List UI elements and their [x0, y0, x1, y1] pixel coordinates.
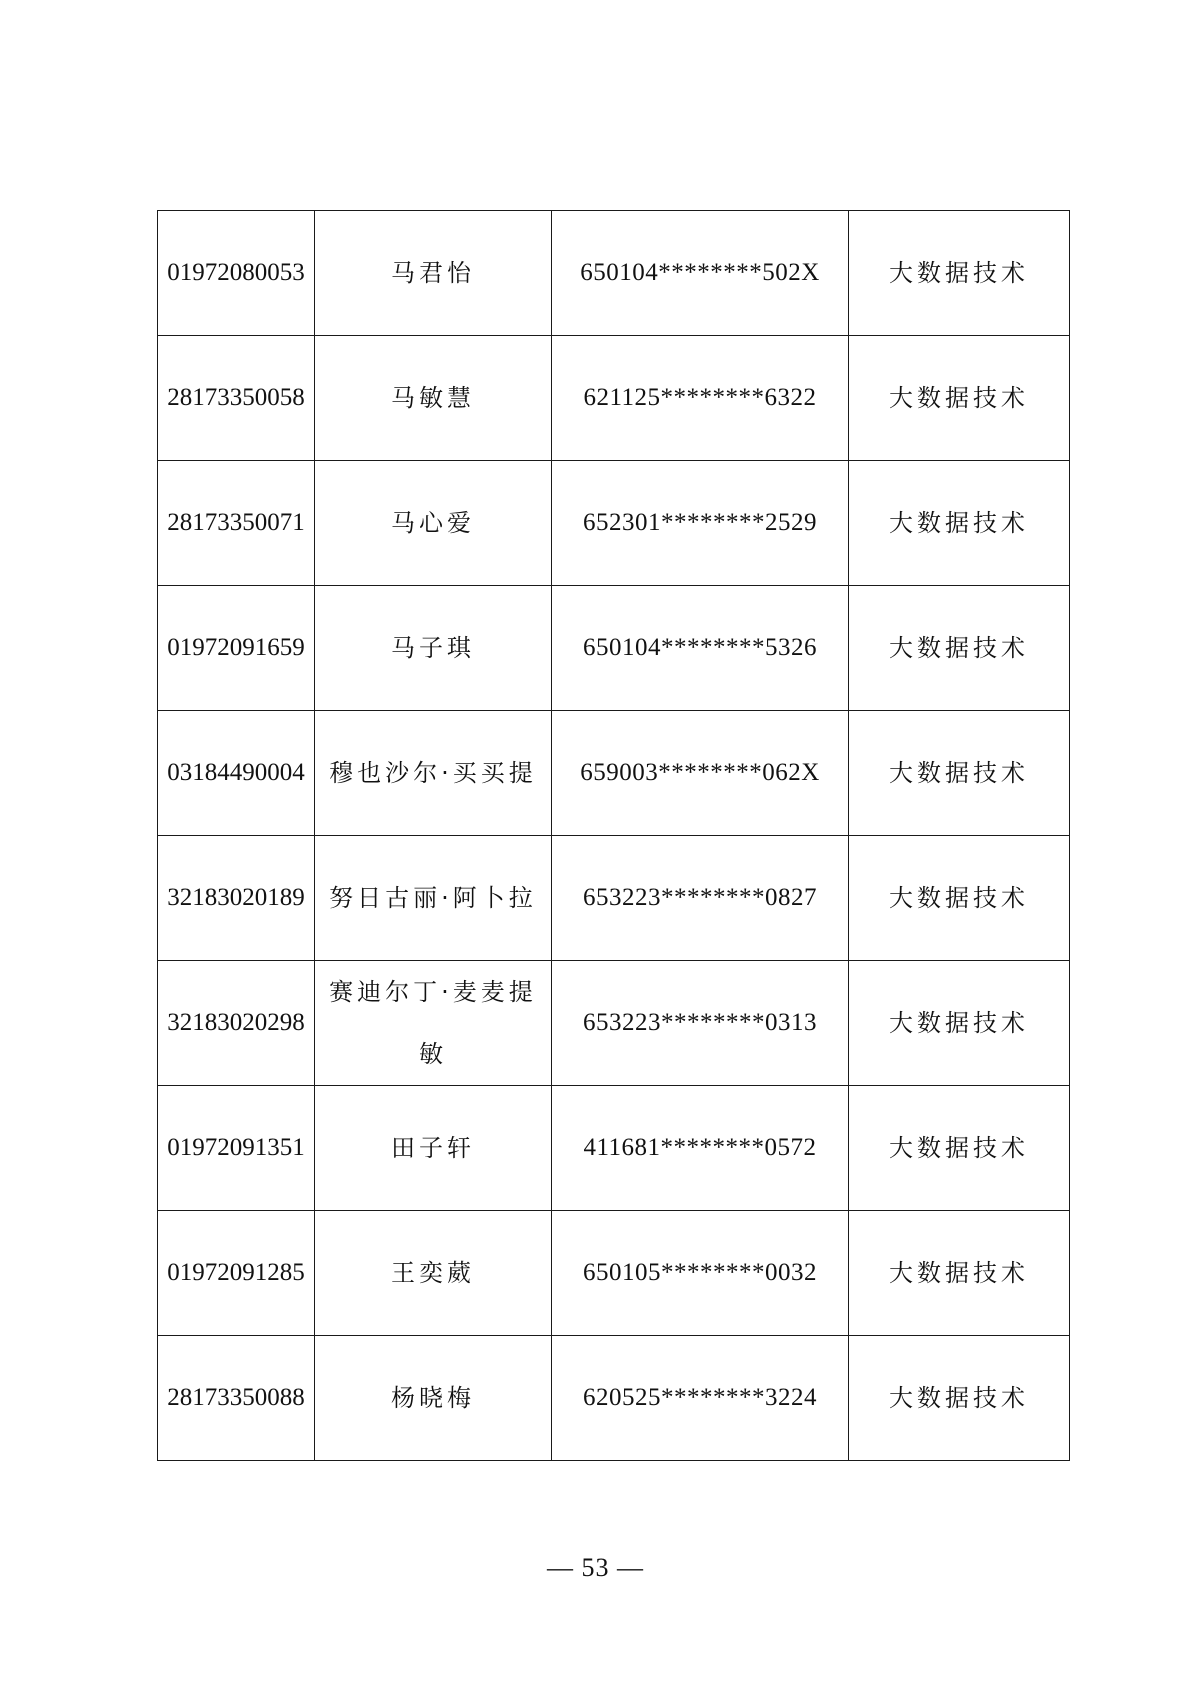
- table-row: [158, 336, 1070, 461]
- id-card-cell: 652301********2529: [552, 461, 849, 586]
- name-text: 马心爱: [391, 509, 475, 537]
- name-cell: [315, 336, 552, 461]
- name-cell: [315, 836, 552, 961]
- table-row: [158, 961, 1070, 1086]
- name-text: 王奕葳: [391, 1259, 475, 1287]
- major-text: 大数据技术: [889, 509, 1029, 537]
- id-card-cell: 653223********0827: [552, 836, 849, 961]
- exam-number-cell: 01972091659: [158, 586, 315, 711]
- name-text: 马君怡: [391, 259, 475, 287]
- major-text: 大数据技术: [889, 1384, 1029, 1412]
- id-card-cell: 650104********502X: [552, 211, 849, 336]
- name-text: 赛迪尔丁·麦麦提敏: [329, 978, 537, 1068]
- id-card-cell: 650104********5326: [552, 586, 849, 711]
- name-cell: [315, 461, 552, 586]
- major-cell: [849, 336, 1070, 461]
- major-cell: [849, 211, 1070, 336]
- name-cell: [315, 1086, 552, 1211]
- name-cell: [315, 586, 552, 711]
- major-text: 大数据技术: [889, 759, 1029, 787]
- exam-number-cell: 28173350058: [158, 336, 315, 461]
- name-text: 穆也沙尔·买买提: [329, 759, 537, 787]
- name-cell: [315, 211, 552, 336]
- exam-number-cell: 32183020298: [158, 961, 315, 1086]
- roster-table-body: [158, 211, 1070, 1461]
- exam-number-cell: 01972091285: [158, 1211, 315, 1336]
- roster-table: [157, 210, 1070, 1461]
- exam-number-cell: 28173350088: [158, 1336, 315, 1461]
- page-number: — 53 —: [547, 1553, 644, 1582]
- name-text: 马子琪: [391, 634, 475, 662]
- table-row: [158, 1336, 1070, 1461]
- major-cell: [849, 1336, 1070, 1461]
- name-cell: [315, 711, 552, 836]
- name-text: 努日古丽·阿卜拉: [329, 884, 537, 912]
- major-text: 大数据技术: [889, 884, 1029, 912]
- major-text: 大数据技术: [889, 634, 1029, 662]
- major-cell: [849, 836, 1070, 961]
- major-cell: [849, 961, 1070, 1086]
- name-cell: [315, 1336, 552, 1461]
- name-text: 田子轩: [391, 1134, 475, 1162]
- exam-number-cell: 01972091351: [158, 1086, 315, 1211]
- table-row: [158, 836, 1070, 961]
- major-cell: [849, 1211, 1070, 1336]
- major-text: 大数据技术: [889, 1009, 1029, 1037]
- table-row: [158, 1086, 1070, 1211]
- table-row: [158, 1211, 1070, 1336]
- exam-number-cell: 28173350071: [158, 461, 315, 586]
- major-text: 大数据技术: [889, 1134, 1029, 1162]
- major-text: 大数据技术: [889, 384, 1029, 412]
- id-card-cell: 650105********0032: [552, 1211, 849, 1336]
- name-cell: [315, 961, 552, 1086]
- id-card-cell: 411681********0572: [552, 1086, 849, 1211]
- table-row: [158, 711, 1070, 836]
- table-row: [158, 211, 1070, 336]
- name-text: 杨晓梅: [391, 1384, 475, 1412]
- major-cell: [849, 711, 1070, 836]
- name-text: 马敏慧: [391, 384, 475, 412]
- exam-number-cell: 03184490004: [158, 711, 315, 836]
- major-text: 大数据技术: [889, 1259, 1029, 1287]
- id-card-cell: 653223********0313: [552, 961, 849, 1086]
- id-card-cell: 621125********6322: [552, 336, 849, 461]
- id-card-cell: 659003********062X: [552, 711, 849, 836]
- major-cell: [849, 461, 1070, 586]
- name-cell: [315, 1211, 552, 1336]
- exam-number-cell: 01972080053: [158, 211, 315, 336]
- major-text: 大数据技术: [889, 259, 1029, 287]
- table-row: [158, 586, 1070, 711]
- major-cell: [849, 586, 1070, 711]
- major-cell: [849, 1086, 1070, 1211]
- table-row: [158, 461, 1070, 586]
- exam-number-cell: 32183020189: [158, 836, 315, 961]
- id-card-cell: 620525********3224: [552, 1336, 849, 1461]
